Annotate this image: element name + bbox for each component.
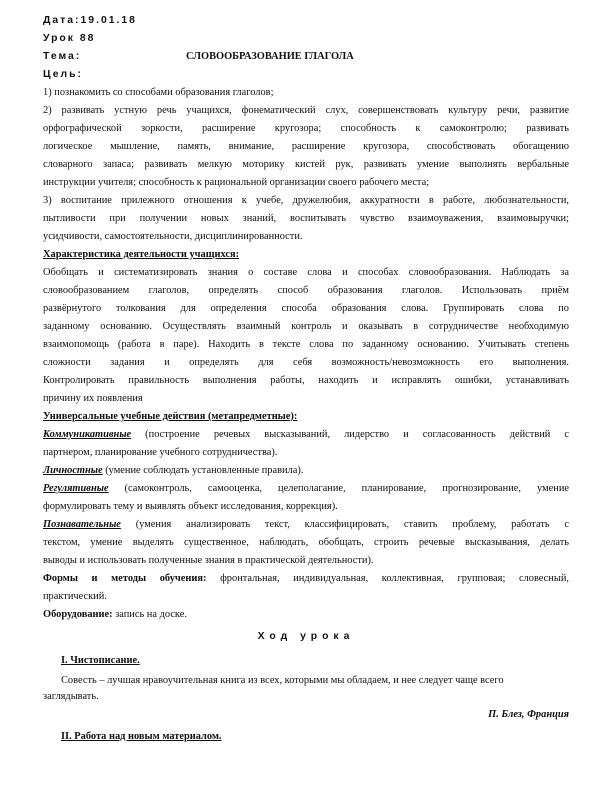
section-1-title: I. Чистописание.	[61, 655, 140, 666]
date-line: Дата:19.01.18	[43, 15, 137, 26]
goal-2-line-3: логическое мышление, память, внимание, расширение кругозора, способствовать обогащению	[43, 141, 569, 152]
uud-communicative-text: (построение речевых высказываний, лидерство и согласованность действий с	[131, 429, 569, 440]
activity-line-7: Контролировать правильность выполнения работы, находить и исправлять ошибки, устанавливать	[43, 375, 569, 386]
goal-2-line-2: орфографической зоркости, расширение кругозора; способность к самоконтролю; развивать	[43, 123, 569, 134]
activity-line-5: взаимопомощь (работа в паре). Находить в тексте слова по заданному основанию. Учитывать степень	[43, 339, 569, 350]
uud-cognitive-label: Познавательные	[43, 519, 121, 530]
equipment-label: Оборудование:	[43, 609, 113, 620]
activity-line-1: Обобщать и систематизировать знания о составе слова и способах словообразования. Наблюдать за	[43, 267, 569, 278]
uud-regulatory-line-2: формулировать тему и выявлять объект исследования, коррекция).	[43, 501, 338, 512]
quote-author: П. Блез, Франция	[488, 709, 569, 720]
activity-line-8: причину их появления	[43, 393, 143, 404]
uud-communicative-label: Коммуникативные	[43, 429, 132, 440]
activity-line-4: заданному основанию. Осуществлять взаимный контроль и оказывать в сотрудничестве необходимую	[43, 321, 569, 332]
forms-label: Формы и методы обучения:	[43, 573, 207, 584]
uud-personal-label: Личностные	[43, 465, 103, 476]
goal-2-line-1: 2) развивать устную речь учащихся, фонематический слух, совершенствовать культуру речи, развитие	[43, 105, 569, 116]
uud-cognitive-text: (умения анализировать текст, классифицировать, ставить проблему, работать с	[120, 519, 569, 530]
uud-communicative-line-1	[43, 428, 569, 442]
uud-regulatory-text: (самоконтроль, самооценка, целеполагание, планирование, прогнозирование, умение	[108, 483, 569, 494]
uud-personal-text: (умение соблюдать установленные правила).	[102, 465, 304, 476]
activity-heading: Характеристика деятельности учащихся:	[43, 249, 240, 260]
activity-line-6: сложности задания и определять для себя возможность/невозможность его выполнения.	[43, 357, 569, 368]
activity-line-3: развёрнутого толкования для определения способа образования слова. Группировать слова по	[43, 303, 569, 314]
lesson-flow-heading: Ход урока	[257, 631, 355, 642]
uud-cognitive-line-2: текстом, умение выделять существенное, наблюдать, обобщать, строить речевые высказывания, делать	[43, 537, 569, 548]
forms-line-1	[43, 572, 569, 586]
goal-1: 1) познакомить со способами образования глаголов;	[43, 87, 274, 98]
section-2-title: II. Работа над новым материалом.	[61, 731, 222, 742]
goal-3-line-3: усидчивости, самостоятельности, дисциплинированности.	[43, 231, 303, 242]
quote-line-2: заглядывать.	[43, 691, 99, 702]
lesson-number: Урок 88	[43, 33, 96, 44]
activity-line-2: словообразованием глаголов, определять способ образования глаголов. Использовать приём	[43, 285, 569, 296]
uud-regulatory-label: Регулятивные	[43, 483, 109, 494]
uud-regulatory-line-1	[43, 482, 569, 496]
uud-heading: Универсальные учебные действия (метапредметные):	[43, 411, 298, 422]
uud-cognitive-line-1	[43, 518, 569, 532]
goal-3-line-2: пытливости при получении новых знаний, воспитывать чувство взаимоуважения, взаимовыручки;	[43, 213, 569, 224]
quote-line-1: Совесть – лучшая нравоучительная книга из всех, которыми мы обладаем, и нее следует чаще всего	[61, 675, 504, 686]
uud-cognitive-line-3: выводы и использовать полученные знания в практической деятельности).	[43, 555, 374, 566]
topic-title: СЛОВООБРАЗОВАНИЕ ГЛАГОЛА	[186, 51, 354, 62]
topic-label: Тема:	[43, 51, 82, 62]
forms-line-2: практический.	[43, 591, 107, 602]
equipment-text: запись на доске.	[112, 609, 187, 620]
uud-personal-line	[43, 464, 569, 478]
goal-2-line-4: словарного запаса; развивать мелкую моторику кистей рук, развивать умение выполнять вербальные	[43, 159, 569, 170]
goals-label: Цель:	[43, 69, 83, 80]
forms-text: фронтальная, индивидуальная, коллективная, групповая; словесный,	[206, 573, 569, 584]
equipment-line	[43, 608, 569, 622]
uud-communicative-line-2: партнером, планирование учебного сотрудничества).	[43, 447, 278, 458]
goal-3-line-1: 3) воспитание прилежного отношения к учебе, дружелюбия, аккуратности в работе, любознательности,	[43, 195, 569, 206]
goal-2-line-5: инструкции учителя; способность к рациональной организации своего рабочего места;	[43, 177, 430, 188]
